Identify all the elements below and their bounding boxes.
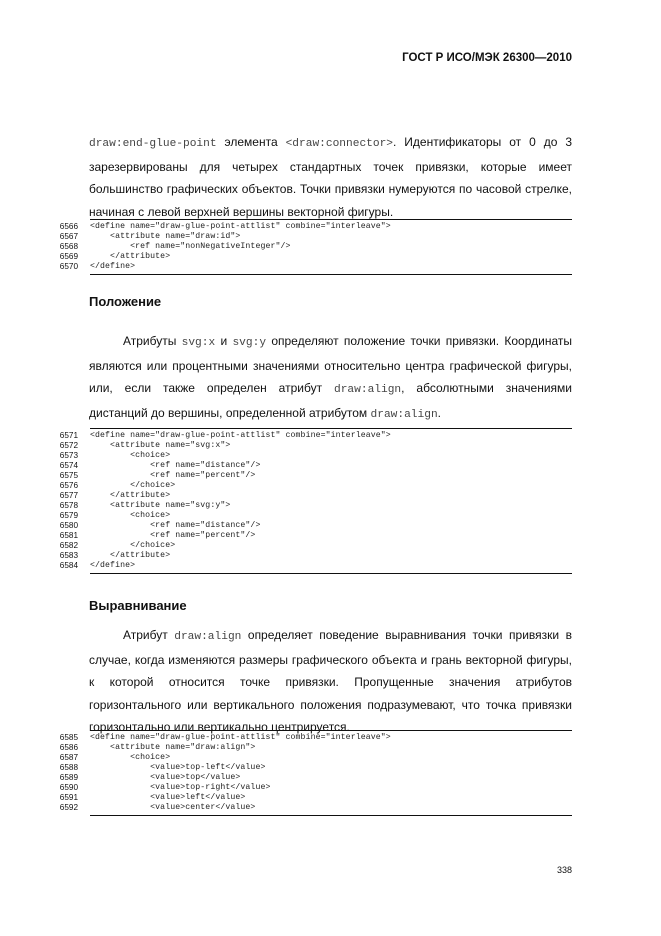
line-number: 6572 [59, 441, 78, 450]
line-number: 6588 [59, 763, 78, 772]
align-paragraph [89, 624, 572, 739]
inline-code: svg:y [232, 337, 267, 349]
line-number: 6577 [59, 491, 78, 500]
code-line [40, 451, 572, 461]
line-number: 6586 [59, 743, 78, 752]
page-number: 338 [556, 865, 572, 875]
line-number: 6566 [59, 222, 78, 231]
line-number: 6592 [59, 803, 78, 812]
text-run: определяют положение точки привязки. Координаты являются или процентными значениями относительно центра графической фигуры, или, если также определен атрибут [89, 334, 572, 395]
code-line [40, 431, 572, 441]
code-bottom-rule [90, 274, 572, 275]
code-text: </attribute> [90, 551, 171, 560]
line-number: 6569 [59, 252, 78, 261]
text-run: . Идентификаторы от 0 до 3 зарезервированы для четырех стандартных точек привязки, которые имеет большинство графических объектов. Точки привязки нумеруются по часовой стрелке, начиная с левой верхней вершины векторной фигуры. [89, 135, 572, 219]
line-number: 6590 [59, 783, 78, 792]
code-bottom-rule [90, 573, 572, 574]
code-line [40, 743, 572, 753]
code-text: </choice> [90, 481, 176, 490]
code-line [40, 783, 572, 793]
inline-code: draw:align [370, 408, 438, 421]
code-text: </define> [90, 262, 136, 271]
code-text: <attribute name="svg:x"> [90, 441, 231, 450]
code-line [40, 252, 572, 262]
code-line [40, 753, 572, 763]
code-text: <attribute name="draw:align"> [90, 743, 256, 752]
code-text: <attribute name="svg:y"> [90, 501, 231, 510]
code-line [40, 773, 572, 783]
intro-paragraph [89, 131, 572, 223]
code-text: <attribute name="draw:id"> [90, 232, 241, 241]
text-run: . [437, 405, 441, 420]
code-line [40, 551, 572, 561]
line-number: 6583 [59, 551, 78, 560]
code-line [40, 222, 572, 232]
code-text: <value>center</value> [90, 803, 256, 812]
line-number: 6568 [59, 242, 78, 251]
code-line [40, 541, 572, 551]
code-line [40, 733, 572, 743]
code-text: <define name="draw-glue-point-attlist" combine="interleave"> [90, 431, 391, 440]
line-number: 6571 [59, 431, 78, 440]
text-run: Атрибуты [123, 334, 182, 348]
line-number: 6582 [59, 541, 78, 550]
code-line [40, 481, 572, 491]
code-line [40, 471, 572, 481]
inline-code: svg:x [181, 337, 216, 349]
inline-code: draw:align [334, 384, 402, 396]
code-line [40, 511, 572, 521]
code-text: <value>top-right</value> [90, 783, 271, 792]
line-number: 6585 [59, 733, 78, 742]
line-number: 6576 [59, 481, 78, 490]
code-text: <ref name="distance"/> [90, 521, 261, 530]
code-line [40, 242, 572, 252]
line-number: 6589 [59, 773, 78, 782]
code-text: <define name="draw-glue-point-attlist" combine="interleave"> [90, 733, 391, 742]
code-text: </choice> [90, 541, 176, 550]
code-text: <ref name="nonNegativeInteger"/> [90, 242, 291, 251]
line-number: 6574 [59, 461, 78, 470]
code-text: <choice> [90, 511, 171, 520]
line-number: 6573 [59, 451, 78, 460]
text-run: элемента [216, 135, 286, 149]
line-number: 6580 [59, 521, 78, 530]
document-header: ГОСТ Р ИСО/МЭК 26300—2010 [402, 52, 572, 64]
code-text: <choice> [90, 451, 171, 460]
code-lines [40, 222, 572, 272]
code-line [40, 441, 572, 451]
code-line [40, 461, 572, 471]
code-line [40, 793, 572, 803]
line-number: 6567 [59, 232, 78, 241]
code-line [40, 763, 572, 773]
text-run: Атрибут [123, 628, 175, 642]
text-run: и [215, 334, 233, 348]
code-line [40, 561, 572, 571]
inline-code: draw:end-glue-point [89, 138, 217, 150]
line-number: 6579 [59, 511, 78, 520]
line-number: 6587 [59, 753, 78, 762]
line-number: 6575 [59, 471, 78, 480]
line-number: 6591 [59, 793, 78, 802]
line-number: 6581 [59, 531, 78, 540]
position-paragraph [89, 330, 572, 426]
text-run: , абсолютными значениями дистанций до вершины, определенной атрибутом [89, 381, 572, 420]
code-text: <value>top-left</value> [90, 763, 266, 772]
code-lines [40, 431, 572, 571]
inline-code: <draw:connector> [285, 138, 394, 150]
code-line [40, 232, 572, 242]
code-block-1 [40, 219, 572, 275]
code-text: <ref name="distance"/> [90, 461, 261, 470]
inline-code: draw:align [174, 631, 242, 643]
code-lines [40, 733, 572, 813]
code-text: </attribute> [90, 491, 171, 500]
code-text: <ref name="percent"/> [90, 531, 256, 540]
section-title-align: Выравнивание [89, 598, 187, 613]
code-line [40, 501, 572, 511]
line-number: 6578 [59, 501, 78, 510]
code-line [40, 491, 572, 501]
code-text: <define name="draw-glue-point-attlist" combine="interleave"> [90, 222, 391, 231]
line-number: 6570 [59, 262, 78, 271]
code-text: </define> [90, 561, 136, 570]
code-line [40, 521, 572, 531]
section-title-position: Положение [89, 294, 162, 309]
code-block-2 [40, 428, 572, 574]
line-number: 6584 [59, 561, 78, 570]
code-line [40, 262, 572, 272]
code-text: <choice> [90, 753, 171, 762]
code-bottom-rule [90, 815, 572, 816]
code-text: <ref name="percent"/> [90, 471, 256, 480]
text-run: определяет поведение выравнивания точки привязки в случае, когда изменяются размеры графического объекта и грань векторной фигуры, к которой относится точке привязки. Пропущенные значения атрибутов горизонтального или вертикального положения подразумевают, что точка привязки горизонтально или вертикально центрируется. [89, 628, 572, 734]
code-text: <value>left</value> [90, 793, 246, 802]
code-text: </attribute> [90, 252, 171, 261]
code-line [40, 531, 572, 541]
code-line [40, 803, 572, 813]
code-text: <value>top</value> [90, 773, 241, 782]
code-block-3 [40, 730, 572, 816]
